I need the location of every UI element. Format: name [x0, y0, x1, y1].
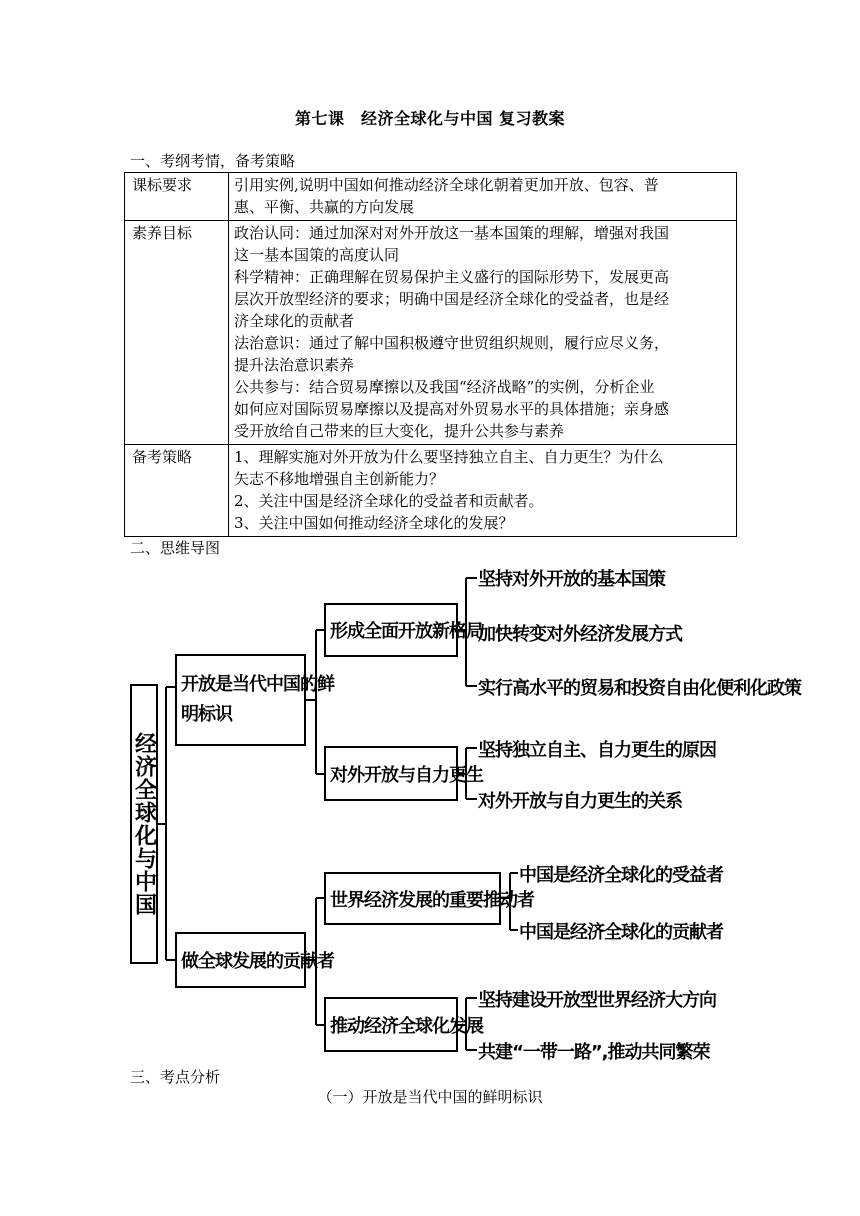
mind-map-root: 经济全球化与中国: [130, 684, 158, 964]
content-line: 提升法治意识素养: [234, 356, 355, 374]
branch-label-line: 开放是当代中国的鲜: [181, 674, 334, 695]
branch-global-contributor: 做全球发展的贡献者: [175, 932, 306, 988]
row-header: 课标要求: [125, 173, 229, 221]
section-heading-analysis: 三、考点分析: [130, 1068, 221, 1086]
sub-branch-promote-globalization: 推动经济全球化发展: [324, 997, 458, 1052]
content-line: 2、关注中国是经济全球化的受益者和贡献者。: [234, 492, 544, 510]
content-line: 受开放给自己带来的巨大变化，提升公共参与素养: [234, 422, 565, 440]
subsection-title: （一）开放是当代中国的鲜明标识: [317, 1088, 543, 1106]
content-line: 济全球化的贡献者: [234, 312, 355, 330]
section-heading-mindmap: 二、思维导图: [130, 539, 221, 557]
content-line: 层次开放型经济的要求；明确中国是经济全球化的受益者，也是经: [234, 290, 670, 308]
content-line: 科学精神：正确理解在贸易保护主义盛行的国际形势下，发展更高: [234, 268, 670, 286]
row-header: 备考策略: [125, 445, 229, 537]
document-title: 第七课 经济全球化与中国 复习教案: [294, 109, 566, 128]
leaf-node: 加快转变对外经济发展方式: [478, 624, 682, 645]
leaf-node: 共建“一带一路”,推动共同繁荣: [478, 1042, 710, 1063]
sub-branch-open-pattern: 形成全面开放新格局: [324, 603, 458, 657]
content-line: 引用实例,说明中国如何推动经济全球化朝着更加开放、包容、普: [234, 176, 659, 194]
section-heading-exam: 一、考纲考情，备考策略: [130, 152, 296, 170]
leaf-node: 坚持独立自主、自力更生的原因: [478, 740, 716, 761]
content-line: 惠、平衡、共赢的方向发展: [234, 198, 415, 216]
branch-open-identity: [175, 654, 334, 746]
leaf-node: 中国是经济全球化的贡献者: [519, 922, 723, 943]
leaf-node: 中国是经济全球化的受益者: [519, 865, 723, 886]
content-line: 如何应对国际贸易摩擦以及提高对外贸易水平的具体措施；亲身感: [234, 400, 670, 418]
branch-label-line: 明标识: [181, 704, 232, 725]
content-line: 这一基本国策的高度认同: [234, 246, 400, 264]
leaf-node: 对外开放与自力更生的关系: [478, 791, 682, 812]
sub-branch-self-reliance: 对外开放与自力更生: [324, 746, 458, 801]
content-line: 公共参与：结合贸易摩擦以及我国“经济战略”的实例，分析企业: [234, 378, 655, 396]
content-line: 法治意识：通过了解中国积极遵守世贸组织规则，履行应尽义务，: [234, 334, 670, 352]
leaf-node: 坚持建设开放型世界经济大方向: [478, 990, 716, 1011]
sub-branch-world-economy: 世界经济发展的重要推动者: [324, 872, 501, 925]
row-header: 素养目标: [125, 221, 229, 445]
content-line: 政治认同：通过加深对对外开放这一基本国策的理解，增强对我国: [234, 224, 670, 242]
content-line: 3、关注中国如何推动经济全球化的发展？: [234, 514, 514, 532]
content-line: 1、理解实施对外开放为什么要坚持独立自主、自力更生？为什么: [234, 448, 664, 466]
content-line: 矢志不移地增强自主创新能力？: [234, 470, 445, 488]
leaf-node: 坚持对外开放的基本国策: [478, 569, 665, 590]
leaf-node: 实行高水平的贸易和投资自由化便利化政策: [478, 678, 801, 699]
